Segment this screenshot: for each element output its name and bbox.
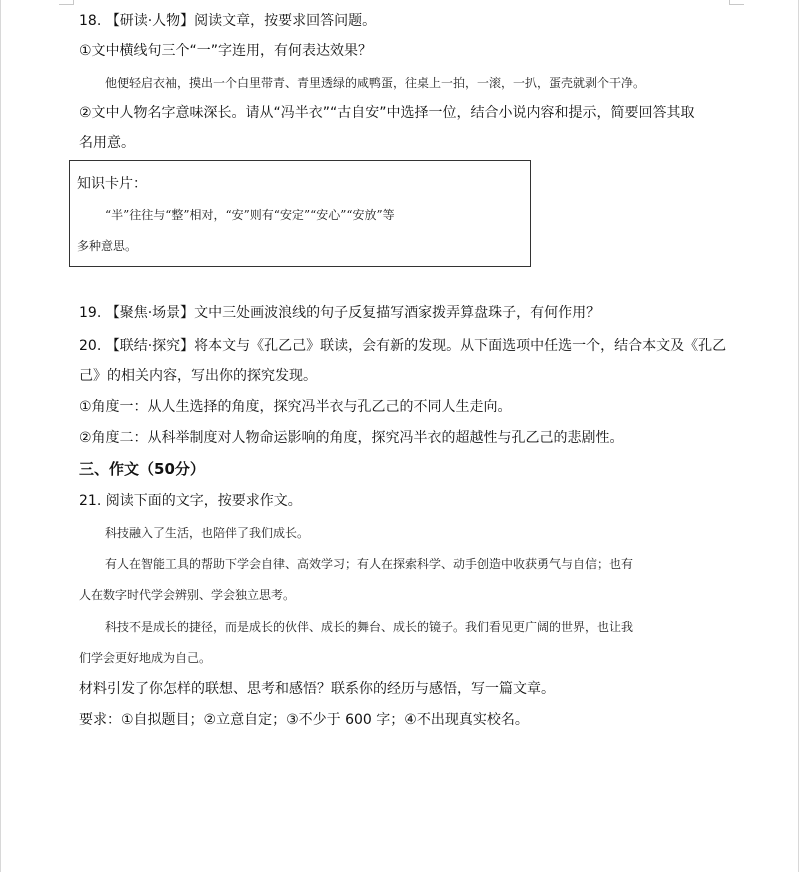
- q21-title: 21. 阅读下面的文字，按要求作文。: [79, 493, 302, 509]
- section3-heading: 三、作文（50分）: [79, 460, 205, 478]
- q20-line1: 20. 【联结·探究】将本文与《孔乙己》联读，会有新的发现。从下面选项中任选一个，结合本文及《孔乙: [79, 338, 727, 354]
- knowledge-card-label: 知识卡片：: [77, 176, 147, 192]
- q20-option1: ①角度一：从人生选择的角度，探究冯半衣与孔乙己的不同人生走向。: [79, 399, 512, 415]
- q18-quote: 他便轻启衣袖，摸出一个白里带青、青里透绿的咸鸭蛋，往桌上一拍，一滚，一扒，蛋壳就剥个干净。: [105, 76, 646, 90]
- q21-para2-line1: 有人在智能工具的帮助下学会自律、高效学习；有人在探索科学、动手创造中收获勇气与自信；也有: [105, 557, 634, 571]
- q18-sub2-line1: ②文中人物名字意味深长。请从“冯半衣”“古自安”中选择一位，结合小说内容和提示，简要回答其取: [79, 105, 695, 121]
- q18-sub2-line2: 名用意。: [79, 135, 135, 151]
- q21-prompt: 材料引发了你怎样的联想、思考和感悟？联系你的经历与感悟，写一篇文章。: [79, 681, 555, 697]
- knowledge-card-line2: 多种意思。: [77, 239, 138, 253]
- q18-title: 18. 【研读·人物】阅读文章，按要求回答问题。: [79, 13, 377, 29]
- q21-para3-line2: 们学会更好地成为自己。: [79, 651, 212, 665]
- knowledge-card-line1: “半”往往与“整”相对，“安”则有“安定”“安心”“安放”等: [105, 208, 395, 222]
- q21-para1: 科技融入了生活，也陪伴了我们成长。: [105, 526, 310, 540]
- page-corner-mark-right: [729, 0, 744, 5]
- q21-requirement: 要求：①自拟题目；②立意自定；③不少于 600 字；④不出现真实校名。: [79, 712, 529, 728]
- q19-text: 19. 【聚焦·场景】文中三处画波浪线的句子反复描写酒家拨弄算盘珠子，有何作用？: [79, 305, 601, 321]
- q21-para3-line1: 科技不是成长的捷径，而是成长的伙伴、成长的舞台、成长的镜子。我们看见更广阔的世界，也让我: [105, 620, 634, 634]
- q18-sub1: ①文中横线句三个“一”字连用，有何表达效果？: [79, 43, 373, 59]
- q20-option2: ②角度二：从科举制度对人物命运影响的角度，探究冯半衣的超越性与孔乙己的悲剧性。: [79, 430, 624, 446]
- page-corner-mark-left: [59, 0, 74, 5]
- q20-line2: 己》的相关内容，写出你的探究发现。: [79, 368, 317, 384]
- q21-para2-line2: 人在数字时代学会辨别、学会独立思考。: [79, 588, 296, 602]
